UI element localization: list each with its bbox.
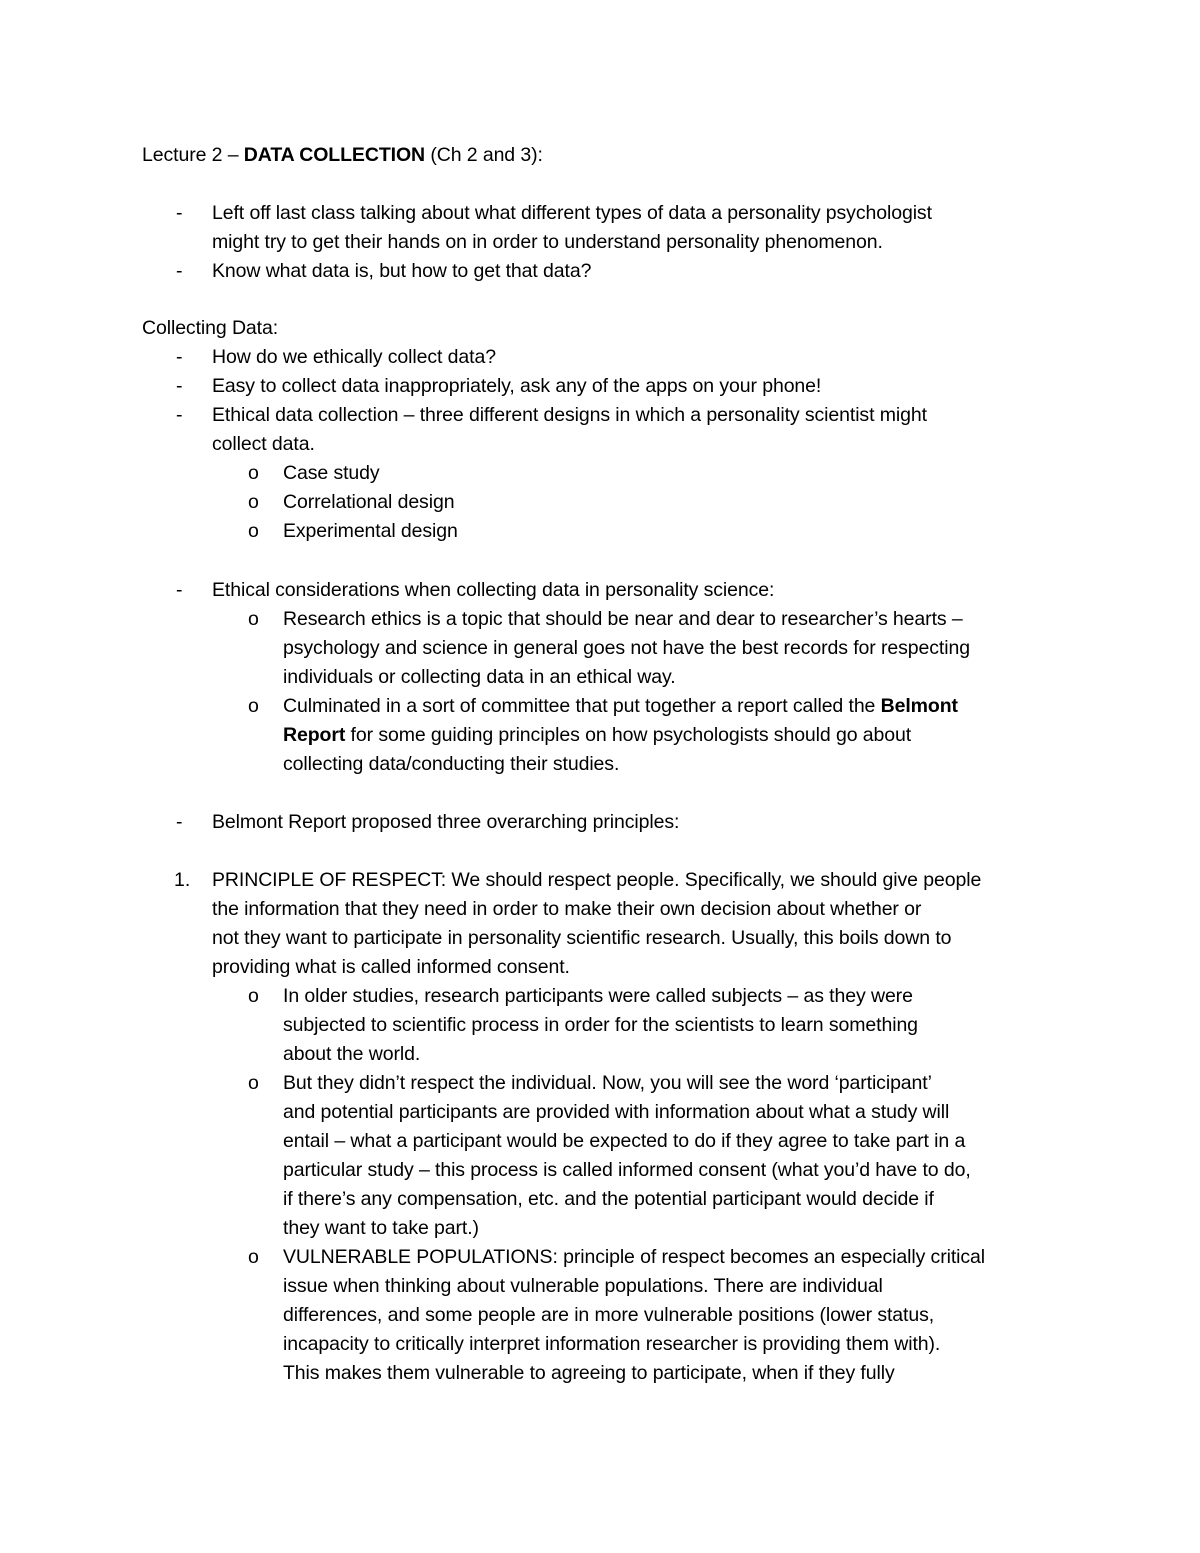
sub-bullet-marker: o <box>248 695 259 717</box>
sub-bullet-marker: o <box>248 1246 259 1268</box>
principle-text: providing what is called informed consent. <box>212 956 570 978</box>
bullet-marker: - <box>176 346 183 368</box>
design-item: Case study <box>283 462 380 484</box>
bullet-text: Easy to collect data inappropriately, ask any of the apps on your phone! <box>212 375 822 397</box>
sub-bullet-marker: o <box>248 462 259 484</box>
bullet-text: might try to get their hands on in order to understand personality phenomenon. <box>212 231 883 253</box>
bullet-marker: - <box>176 404 183 426</box>
numbered-marker: 1. <box>174 869 191 891</box>
text-run: Culminated in a sort of committee that put together a report called the <box>283 695 881 717</box>
report-bold: Report <box>283 724 346 746</box>
sub-bullet-text: particular study – this process is called informed consent (what you’d have to do, <box>283 1159 971 1181</box>
bullet-text: Ethical data collection – three different designs in which a personality scientist might <box>212 404 927 426</box>
sub-bullet-text: if there’s any compensation, etc. and the potential participant would decide if <box>283 1188 934 1210</box>
sub-bullet-text: But they didn’t respect the individual. Now, you will see the word ‘participant’ <box>283 1072 932 1094</box>
principle-text: PRINCIPLE OF RESPECT: We should respect people. Specifically, we should give people <box>212 869 982 891</box>
sub-bullet-text: differences, and some people are in more vulnerable positions (lower status, <box>283 1304 935 1326</box>
title-suffix: (Ch 2 and 3): <box>425 144 543 166</box>
bullet-text: collect data. <box>212 433 315 455</box>
title-prefix: Lecture 2 – <box>142 144 244 166</box>
sub-bullet-marker: o <box>248 608 259 630</box>
bullet-text: Know what data is, but how to get that data? <box>212 260 592 282</box>
bullet-text: Ethical considerations when collecting data in personality science: <box>212 579 775 601</box>
belmont-bold: Belmont <box>880 695 958 717</box>
bullet-marker: - <box>176 375 183 397</box>
sub-bullet-text: Research ethics is a topic that should be near and dear to researcher’s hearts – <box>283 608 963 630</box>
bullet-marker: - <box>176 260 183 282</box>
sub-bullet-text: entail – what a participant would be expected to do if they agree to take part in a <box>283 1130 966 1152</box>
sub-bullet-text: individuals or collecting data in an ethical way. <box>283 666 676 688</box>
sub-bullet-marker: o <box>248 985 259 1007</box>
sub-bullet-text: about the world. <box>283 1043 421 1065</box>
design-item: Correlational design <box>283 491 455 513</box>
sub-bullet-text: collecting data/conducting their studies. <box>283 753 620 775</box>
sub-bullet-text: issue when thinking about vulnerable populations. There are individual <box>283 1275 883 1297</box>
sub-bullet-text: In older studies, research participants were called subjects – as they were <box>283 985 913 1007</box>
sub-bullet-text: This makes them vulnerable to agreeing to participate, when if they fully <box>283 1362 895 1384</box>
bullet-marker: - <box>176 202 183 224</box>
sub-bullet-text: psychology and science in general goes not have the best records for respecting <box>283 637 970 659</box>
bullet-text: Belmont Report proposed three overarching principles: <box>212 811 680 833</box>
sub-bullet-text: incapacity to critically interpret information researcher is providing them with). <box>283 1333 941 1355</box>
sub-bullet-marker: o <box>248 520 259 542</box>
page-title <box>142 141 543 170</box>
title-bold: DATA COLLECTION <box>243 144 425 166</box>
sub-bullet-marker: o <box>248 1072 259 1094</box>
sub-bullet-text: they want to take part.) <box>283 1217 479 1239</box>
principle-text: the information that they need in order to make their own decision about whether or <box>212 898 922 920</box>
sub-bullet-marker: o <box>248 491 259 513</box>
principle-text: not they want to participate in personality scientific research. Usually, this boils down to <box>212 927 952 949</box>
text-run: for some guiding principles on how psychologists should go about <box>345 724 912 746</box>
sub-bullet-text: and potential participants are provided with information about what a study will <box>283 1101 950 1123</box>
bullet-text: Left off last class talking about what different types of data a personality psychologist <box>212 202 932 224</box>
sub-bullet-text: VULNERABLE POPULATIONS: principle of respect becomes an especially critical <box>283 1246 986 1268</box>
sub-bullet-text <box>283 692 958 721</box>
design-item: Experimental design <box>283 520 458 542</box>
sub-bullet-text: subjected to scientific process in order for the scientists to learn something <box>283 1014 918 1036</box>
bullet-marker: - <box>176 579 183 601</box>
bullet-text: How do we ethically collect data? <box>212 346 496 368</box>
sub-bullet-text <box>283 721 911 750</box>
section-heading: Collecting Data: <box>142 317 279 339</box>
bullet-marker: - <box>176 811 183 833</box>
